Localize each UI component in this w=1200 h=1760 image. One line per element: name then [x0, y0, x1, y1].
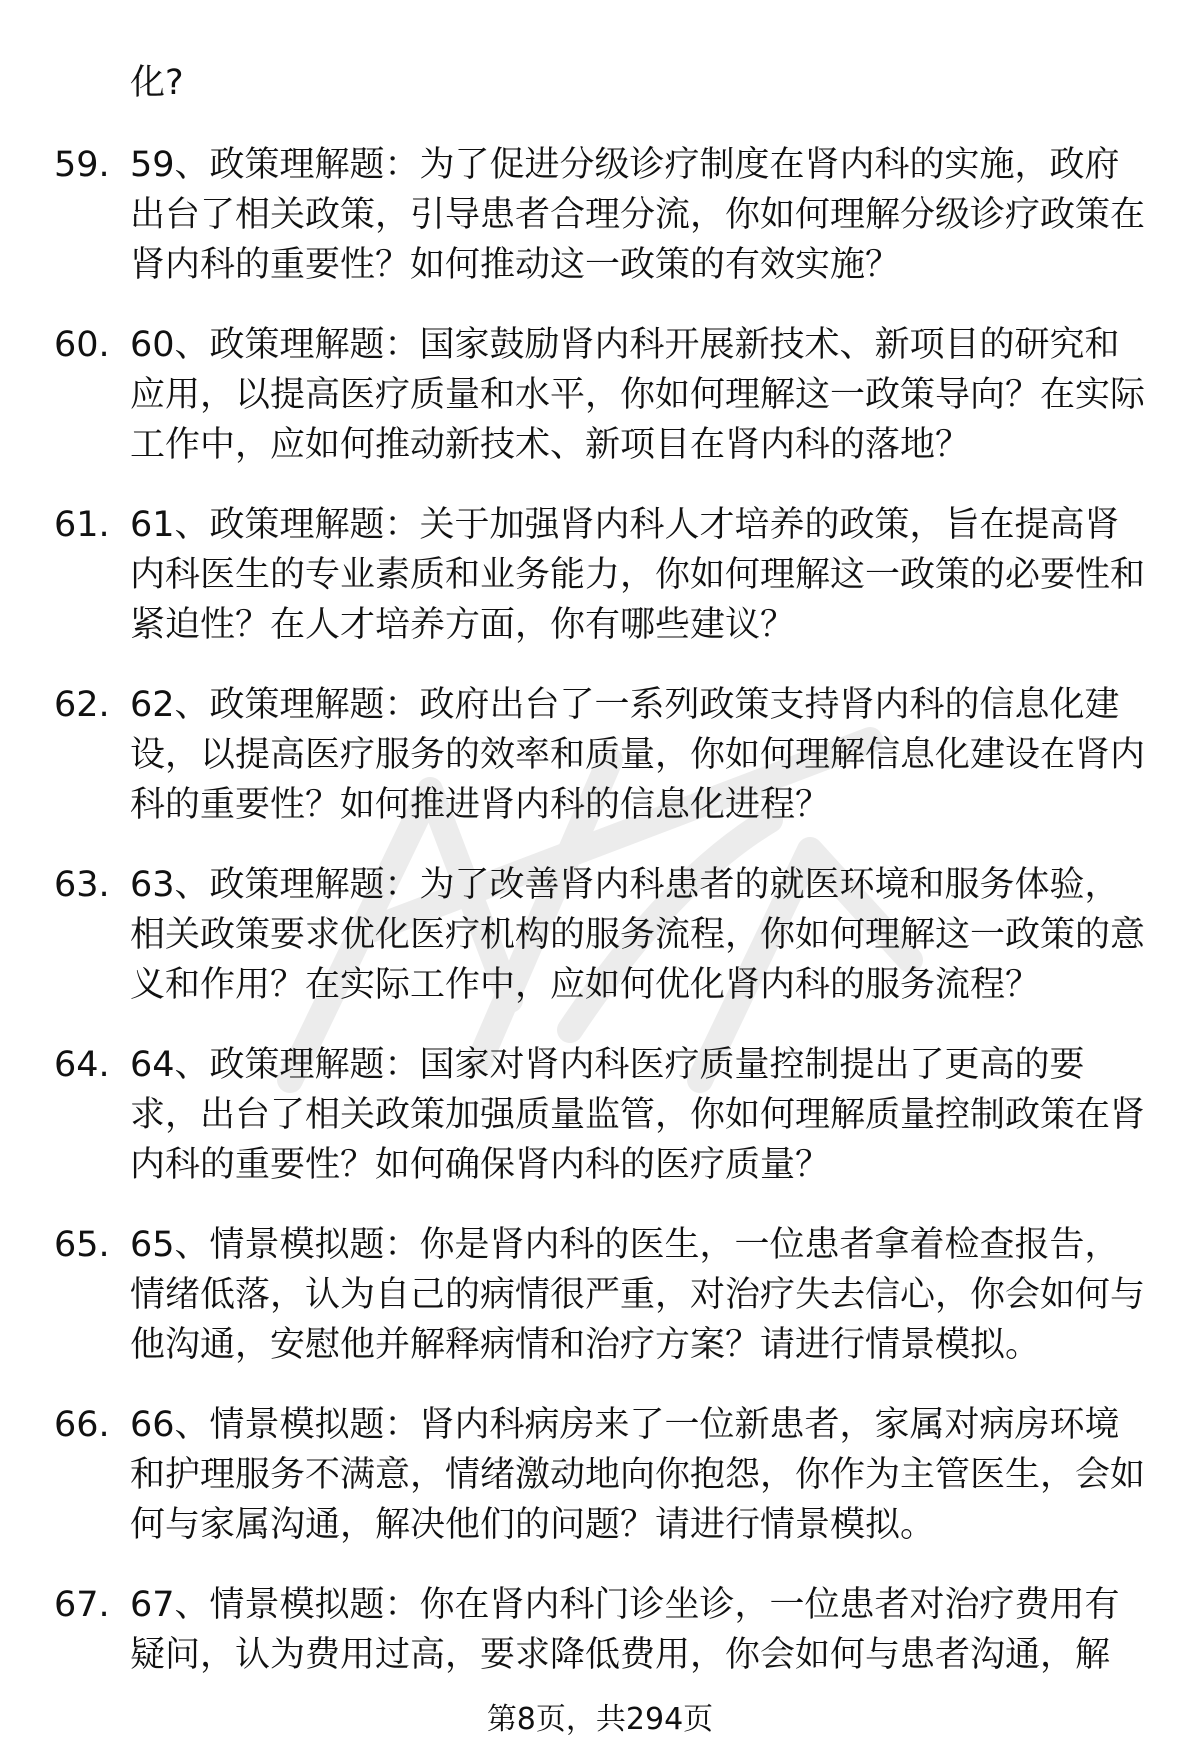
question-number: 60. [54, 325, 110, 365]
list-item [0, 1400, 1200, 1580]
question-text: 64、政策理解题：国家对肾内科医疗质量控制提出了更高的要求，出台了相关政策加强质量监管，你如何理解质量控制政策在肾内科的重要性？如何确保肾内科的医疗质量？ [130, 1045, 1146, 1185]
question-text: 59、政策理解题：为了促进分级诊疗制度在肾内科的实施，政府出台了相关政策，引导患者合理分流，你如何理解分级诊疗政策在肾内科的重要性？如何推动这一政策的有效实施？ [130, 145, 1146, 285]
question-text: 63、政策理解题：为了改善肾内科患者的就医环境和服务体验，相关政策要求优化医疗机构的服务流程，你如何理解这一政策的意义和作用？在实际工作中，应如何优化肾内科的服务流程？ [130, 865, 1146, 1005]
question-text: 62、政策理解题：政府出台了一系列政策支持肾内科的信息化建设，以提高医疗服务的效率和质量，你如何理解信息化建设在肾内科的重要性？如何推进肾内科的信息化进程？ [130, 685, 1146, 825]
question-number: 65. [54, 1225, 110, 1265]
list-item [0, 860, 1200, 1040]
list-item [0, 320, 1200, 500]
question-text: 66、情景模拟题：肾内科病房来了一位新患者，家属对病房环境和护理服务不满意，情绪激动地向你抱怨，你作为主管医生，会如何与家属沟通，解决他们的问题？请进行情景模拟。 [130, 1405, 1146, 1545]
question-number: 67. [54, 1585, 110, 1625]
question-number: 66. [54, 1405, 110, 1445]
question-number: 59. [54, 145, 110, 185]
question-number: 61. [54, 505, 110, 545]
question-text: 67、情景模拟题：你在肾内科门诊坐诊，一位患者对治疗费用有疑问，认为费用过高，要求降低费用，你会如何与患者沟通，解 [130, 1585, 1120, 1675]
question-text: 65、情景模拟题：你是肾内科的医生，一位患者拿着检查报告，情绪低落，认为自己的病情很严重，对治疗失去信心，你会如何与他沟通，安慰他并解释病情和治疗方案？请进行情景模拟。 [130, 1225, 1146, 1365]
question-number: 63. [54, 865, 110, 905]
continuation-text: 化? [130, 63, 184, 103]
list-item [0, 680, 1200, 860]
question-text: 60、政策理解题：国家鼓励肾内科开展新技术、新项目的研究和应用，以提高医疗质量和水平，你如何理解这一政策导向？在实际工作中，应如何推动新技术、新项目在肾内科的落地？ [130, 325, 1146, 465]
page-number: 第8页，共294页 [486, 1702, 714, 1737]
list-item [0, 1220, 1200, 1400]
list-item [0, 140, 1200, 320]
question-list [0, 140, 1200, 1760]
question-number: 62. [54, 685, 110, 725]
list-item [0, 500, 1200, 680]
question-text: 61、政策理解题：关于加强肾内科人才培养的政策，旨在提高肾内科医生的专业素质和业务能力，你如何理解这一政策的必要性和紧迫性？在人才培养方面，你有哪些建议？ [130, 505, 1146, 645]
list-item [0, 1040, 1200, 1220]
question-number: 64. [54, 1045, 110, 1085]
